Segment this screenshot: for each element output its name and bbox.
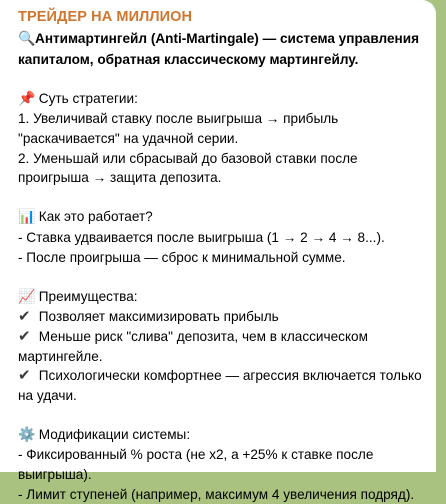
gear-icon: ⚙️ — [18, 426, 36, 443]
essence-line-3: 2. Уменьшай или сбрасывай до базовой ставки после — [18, 150, 358, 166]
advantage-item-1 — [18, 307, 424, 327]
chart-increasing-icon: 📈 — [18, 288, 36, 305]
how-line-1: - Ставка удваивается после выигрыша (1 → 2 → 4 → 8...). — [18, 229, 385, 245]
modifications-heading-text: Модификации системы: — [38, 426, 191, 442]
advantage-item-3-cont: на удачи. — [18, 387, 77, 403]
magnifier-icon: 🔍 — [18, 31, 36, 47]
check-mark-icon: ✔ — [18, 326, 31, 345]
how-heading — [18, 207, 424, 228]
check-mark-icon: ✔ — [18, 366, 31, 385]
advantage-item-2-cont: мартингейле. — [18, 348, 103, 364]
how-heading-text: Как это работает? — [38, 209, 153, 225]
channel-name[interactable]: ТРЕЙДЕР НА МИЛЛИОН — [18, 9, 193, 25]
essence-heading — [18, 89, 424, 110]
spacer — [18, 69, 424, 89]
spacer — [18, 267, 424, 287]
advantage-item-3 — [18, 366, 424, 386]
pushpin-icon: 📌 — [18, 90, 36, 107]
advantages-heading — [18, 287, 424, 308]
essence-heading-text: Суть стратегии: — [38, 90, 138, 106]
essence-line-1: 1. Увеличивай ставку после выигрыша → прибыль — [18, 111, 339, 127]
essence-line-4: проигрыша → защита депозита. — [18, 170, 222, 186]
advantage-text-3: Психологически комфортнее — агрессия включается только — [38, 368, 422, 384]
advantage-text-1: Позволяет максимизировать прибыль — [38, 309, 279, 325]
essence-line-2: "раскачивается" на удачной серии. — [18, 130, 239, 146]
modification-line-2: выигрыша). — [18, 467, 92, 483]
advantages-heading-text: Преимущества: — [38, 288, 138, 304]
how-line-2: - После проигрыша — сброс к минимальной сумме. — [18, 249, 346, 265]
intro-line-2: капиталом, обратная классическому мартингейлу. — [18, 51, 359, 67]
spacer — [18, 405, 424, 425]
spacer — [18, 188, 424, 208]
modification-line-1: - Фиксированный % роста (не x2, а +25% к ставке после — [18, 447, 374, 463]
intro-text-1: Антимартингейл (Anti-Martingale) — система управления — [35, 31, 420, 46]
intro-line-1 — [18, 29, 424, 50]
advantage-text-2: Меньше риск "слива" депозита, чем в классическом — [38, 328, 368, 344]
modification-line-3: - Лимит ступеней (например, максимум 4 увеличения подряд). — [18, 486, 415, 502]
advantage-item-2 — [18, 327, 424, 347]
check-mark-icon: ✔ — [18, 307, 31, 326]
bar-chart-icon: 📊 — [18, 209, 36, 226]
modifications-heading — [18, 425, 424, 446]
